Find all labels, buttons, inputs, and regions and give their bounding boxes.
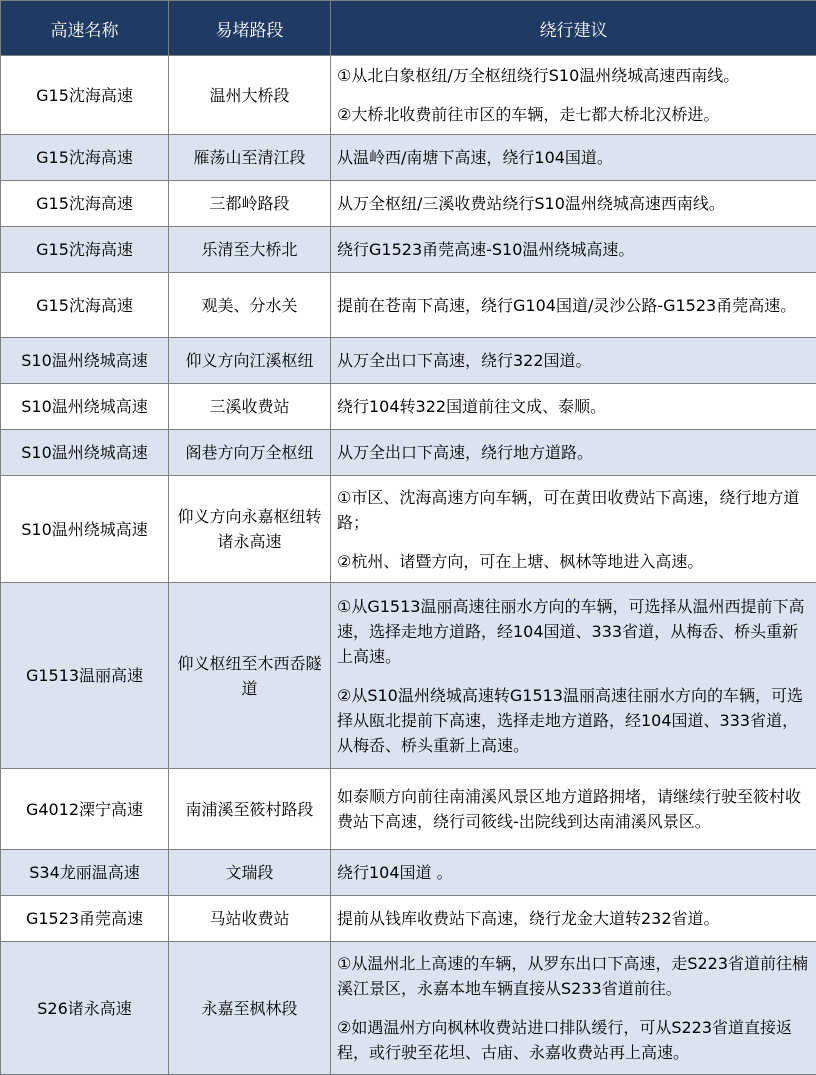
congested-segment: 雁荡山至清江段 xyxy=(169,135,331,181)
expressway-name: S26诸永高速 xyxy=(1,942,169,1075)
advice-paragraph: ①市区、沈海高速方向车辆，可在黄田收费站下高速，绕行地方道路； xyxy=(337,485,810,535)
advice-paragraph: ①从G1513温丽高速往丽水方向的车辆，可选择从温州西提前下高速，选择走地方道路，经104国道、333省道，从梅岙、桥头重新上高速。 xyxy=(337,594,810,669)
detour-advice xyxy=(331,942,816,1075)
congested-segment: 仰义枢纽至木西岙隧道 xyxy=(169,583,331,769)
detour-advice xyxy=(331,135,816,181)
table-row xyxy=(1,227,816,273)
advice-paragraph: ①从温州北上高速的车辆，从罗东出口下高速，走S223省道前往楠溪江景区，永嘉本地车辆直接从S233省道前往。 xyxy=(337,951,810,1001)
detour-advice xyxy=(331,896,816,942)
advice-paragraph: 如泰顺方向前往南浦溪风景区地方道路拥堵，请继续行驶至筱村收费站下高速，绕行司筱线-岀院线到达南浦溪风景区。 xyxy=(337,784,810,834)
detour-advice xyxy=(331,384,816,430)
detour-advice xyxy=(331,769,816,850)
table-row xyxy=(1,56,816,135)
expressway-name: G15沈海高速 xyxy=(1,227,169,273)
advice-paragraph: 绕行104国道 。 xyxy=(337,860,810,885)
expressway-name: G15沈海高速 xyxy=(1,273,169,338)
detour-advice xyxy=(331,430,816,476)
advice-paragraph: 从温岭西/南塘下高速，绕行104国道。 xyxy=(337,145,810,170)
congested-segment: 温州大桥段 xyxy=(169,56,331,135)
advice-paragraph: 从万全枢纽/三溪收费站绕行S10温州绕城高速西南线。 xyxy=(337,191,810,216)
expressway-name: S10温州绕城高速 xyxy=(1,430,169,476)
congested-segment: 永嘉至枫林段 xyxy=(169,942,331,1075)
table-row xyxy=(1,338,816,384)
table-row xyxy=(1,135,816,181)
advice-paragraph: 绕行104转322国道前往文成、泰顺。 xyxy=(337,394,810,419)
expressway-name: G4012溧宁高速 xyxy=(1,769,169,850)
advice-paragraph: ②大桥北收费前往市区的车辆，走七都大桥北汉桥进。 xyxy=(337,102,810,127)
advice-paragraph: 从万全出口下高速，绕行322国道。 xyxy=(337,348,810,373)
detour-advice xyxy=(331,56,816,135)
congested-segment: 三溪收费站 xyxy=(169,384,331,430)
detour-advice xyxy=(331,181,816,227)
expressway-name: G1513温丽高速 xyxy=(1,583,169,769)
detour-advice xyxy=(331,583,816,769)
table-row xyxy=(1,430,816,476)
congested-segment: 马站收费站 xyxy=(169,896,331,942)
advice-paragraph: ①从北白象枢纽/万全枢纽绕行S10温州绕城高速西南线。 xyxy=(337,63,810,88)
table-header-row xyxy=(1,1,816,56)
expressway-name: G15沈海高速 xyxy=(1,135,169,181)
table-row xyxy=(1,273,816,338)
expressway-name: G1523甬莞高速 xyxy=(1,896,169,942)
table-row xyxy=(1,850,816,896)
expressway-name: G15沈海高速 xyxy=(1,56,169,135)
detour-advice xyxy=(331,850,816,896)
expressway-name: S10温州绕城高速 xyxy=(1,338,169,384)
advice-paragraph: 从万全出口下高速，绕行地方道路。 xyxy=(337,440,810,465)
detour-advice xyxy=(331,273,816,338)
header-detour-advice: 绕行建议 xyxy=(331,1,816,56)
congested-segment: 乐清至大桥北 xyxy=(169,227,331,273)
advice-paragraph: ②从S10温州绕城高速转G1513温丽高速往丽水方向的车辆，可选择从瓯北提前下高速，选择走地方道路，经104国道、333省道，从梅岙、桥头重新上高速。 xyxy=(337,683,810,758)
header-congested-segment: 易堵路段 xyxy=(169,1,331,56)
table-row xyxy=(1,583,816,769)
table-row xyxy=(1,181,816,227)
detour-advice xyxy=(331,227,816,273)
congested-segment: 三都岭路段 xyxy=(169,181,331,227)
detour-advice xyxy=(331,476,816,583)
expressway-name: S10温州绕城高速 xyxy=(1,384,169,430)
table-row xyxy=(1,476,816,583)
expressway-name: S34龙丽温高速 xyxy=(1,850,169,896)
table-row xyxy=(1,896,816,942)
congested-segment: 阁巷方向万全枢纽 xyxy=(169,430,331,476)
table-row xyxy=(1,769,816,850)
header-expressway-name: 高速名称 xyxy=(1,1,169,56)
expressway-name: S10温州绕城高速 xyxy=(1,476,169,583)
advice-paragraph: 提前从钱库收费站下高速，绕行龙金大道转232省道。 xyxy=(337,906,810,931)
advice-paragraph: ②如遇温州方向枫林收费站进口排队缓行，可从S223省道直接返程，或行驶至花坦、古庙、永嘉收费站再上高速。 xyxy=(337,1015,810,1065)
expressway-name: G15沈海高速 xyxy=(1,181,169,227)
advice-paragraph: ②杭州、诸暨方向，可在上塘、枫林等地进入高速。 xyxy=(337,549,810,574)
table-row xyxy=(1,384,816,430)
table-row xyxy=(1,942,816,1075)
congested-segment: 仰义方向江溪枢纽 xyxy=(169,338,331,384)
congested-segment: 仰义方向永嘉枢纽转诸永高速 xyxy=(169,476,331,583)
advice-paragraph: 绕行G1523甬莞高速-S10温州绕城高速。 xyxy=(337,237,810,262)
congested-segment: 文瑞段 xyxy=(169,850,331,896)
detour-advice xyxy=(331,338,816,384)
advice-paragraph: 提前在苍南下高速，绕行G104国道/灵沙公路-G1523甬莞高速。 xyxy=(337,293,810,318)
congested-segment: 观美、分水关 xyxy=(169,273,331,338)
congested-segment: 南浦溪至筱村路段 xyxy=(169,769,331,850)
